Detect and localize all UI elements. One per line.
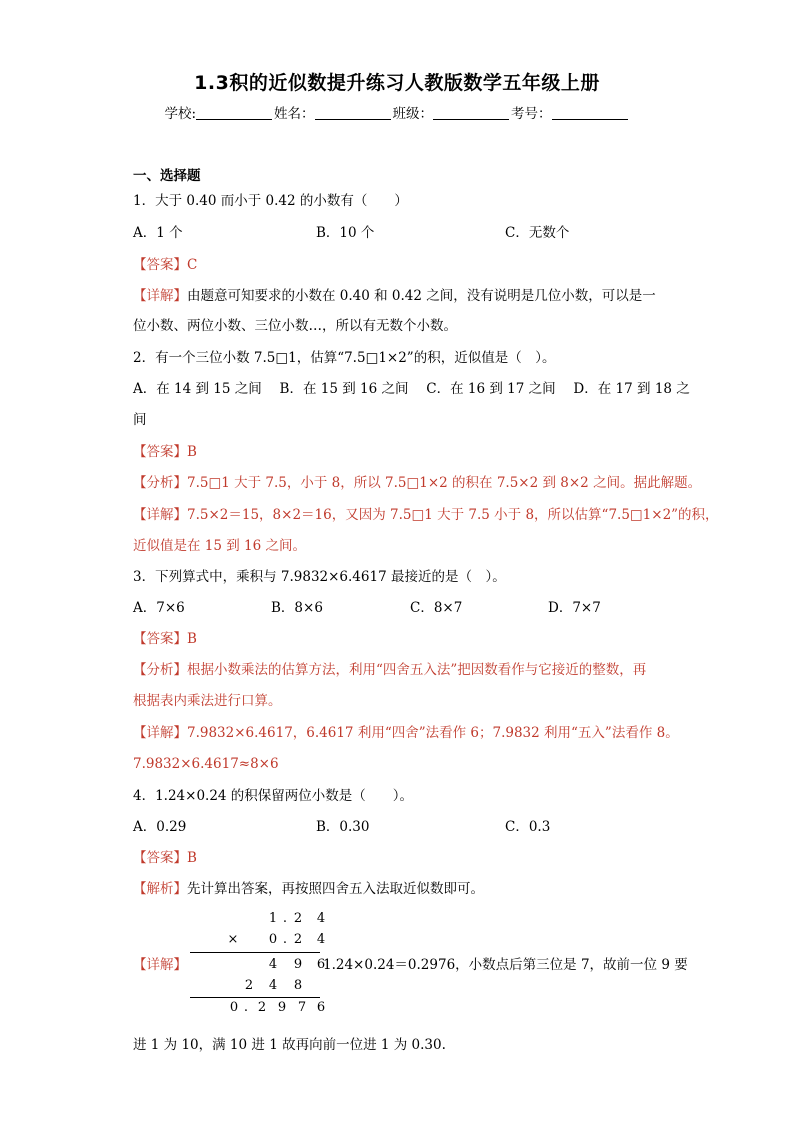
answer-tag: 【答案】 xyxy=(133,257,187,273)
q3-option-c: C．8×7 xyxy=(410,600,463,616)
q1-option-b: B．10 个 xyxy=(316,225,375,241)
school-blank[interactable] xyxy=(196,105,272,120)
calc-digit: 0 xyxy=(229,1000,239,1015)
q1-answer: C xyxy=(187,257,198,273)
analysis-tag: 【分析】 xyxy=(133,475,187,491)
q4-answer: B xyxy=(187,850,197,866)
q2-detail-line2: 近似值是在 15 到 16 之间。 xyxy=(133,538,307,554)
q3-detail-text1: 7.9832×6.4617，6.4617 利用“四舍”法看作 6；7.9832 利用“五入”法看作 8。 xyxy=(187,725,679,741)
answer-tag: 【答案】 xyxy=(133,631,187,647)
q2-answer: B xyxy=(187,444,197,460)
q3-analysis-line2: 根据表内乘法进行口算。 xyxy=(133,693,282,709)
q4-detail-tag-line xyxy=(133,956,187,974)
calc-point: . xyxy=(282,911,288,926)
q3-option-a: A．7×6 xyxy=(133,600,185,616)
q2-analysis-text: 7.5□1 大于 7.5，小于 8，所以 7.5□1×2 的积在 7.5×2 到 8×2 之间。据此解题。 xyxy=(187,475,702,491)
q2-detail-text1: 7.5×2＝15，8×2＝16，又因为 7.5□1 大于 7.5 小于 8，所以估算“7.5□1×2”的积， xyxy=(187,507,719,523)
calc-times-sign: × xyxy=(227,932,239,947)
q3-analysis-line1 xyxy=(133,661,646,679)
calc-digit: 7 xyxy=(297,1000,307,1015)
detail-tag: 【详解】 xyxy=(133,507,187,523)
q2-answer-line xyxy=(133,443,197,461)
q4-stem: 4．1.24×0.24 的积保留两位小数是（ ）。 xyxy=(133,788,414,804)
name-blank[interactable] xyxy=(315,105,391,120)
class-label: 班级： xyxy=(392,106,434,122)
calc-digit: 8 xyxy=(293,978,303,993)
q3-option-b: B．8×6 xyxy=(271,600,323,616)
q3-answer: B xyxy=(187,631,197,647)
calc-digit: 9 xyxy=(277,1000,287,1015)
q1-detail-line2: 位小数、两位小数、三位小数…，所以有无数个小数。 xyxy=(133,318,457,334)
q2-options-line2: 间 xyxy=(133,412,147,428)
q4-explain-line xyxy=(133,880,484,898)
analysis-tag: 【分析】 xyxy=(133,662,187,678)
q4-option-b: B．0.30 xyxy=(316,819,370,835)
explain-tag: 【解析】 xyxy=(133,881,187,897)
q1-detail-line1 xyxy=(133,287,656,305)
q3-detail-line2: 7.9832×6.4617≈8×6 xyxy=(133,756,279,772)
detail-tag: 【详解】 xyxy=(133,288,187,304)
calc-digit: 2 xyxy=(293,932,303,947)
calc-digit: 0 xyxy=(268,932,278,947)
calc-digit: 9 xyxy=(293,957,303,972)
school-label: 学校: xyxy=(164,106,197,122)
q3-option-d: D．7×7 xyxy=(548,600,601,616)
q3-detail-line1 xyxy=(133,724,679,742)
q1-stem: 1．大于 0.40 而小于 0.42 的小数有（ ） xyxy=(133,193,408,209)
q4-detail-line2: 进 1 为 10，满 10 进 1 故再向前一位进 1 为 0.30. xyxy=(133,1037,446,1053)
q4-option-c: C．0.3 xyxy=(505,819,551,835)
calc-digit: 2 xyxy=(244,978,254,993)
calc-digit: 6 xyxy=(316,1000,326,1015)
section-title: 一、选择题 xyxy=(133,168,201,184)
detail-tag: 【详解】 xyxy=(133,725,187,741)
calc-digit: 2 xyxy=(257,1000,267,1015)
calc-digit: 4 xyxy=(316,911,326,926)
q3-analysis-text1: 根据小数乘法的估算方法，利用“四舍五入法”把因数看作与它接近的整数，再 xyxy=(187,662,647,678)
q4-answer-line xyxy=(133,849,197,867)
q1-option-a: A．1 个 xyxy=(133,225,183,241)
calc-digit: 4 xyxy=(268,978,278,993)
q1-option-c: C．无数个 xyxy=(505,225,570,241)
student-info-line xyxy=(0,102,794,122)
q1-detail-text1: 由题意可知要求的小数在 0.40 和 0.42 之间，没有说明是几位小数，可以是一 xyxy=(187,288,656,304)
q2-options-line1: A．在 14 到 15 之间 B．在 15 到 16 之间 C．在 16 到 17 之间 D．在 17 到 18 之 xyxy=(133,381,690,397)
q1-answer-line xyxy=(133,256,197,274)
calc-rule-1 xyxy=(190,952,320,953)
calc-digit: 4 xyxy=(316,932,326,947)
answer-tag: 【答案】 xyxy=(133,444,187,460)
calc-point: . xyxy=(243,1000,249,1015)
name-label: 姓名： xyxy=(274,106,315,122)
calc-rule-2 xyxy=(190,997,320,998)
q4-detail-text: 1.24×0.24＝0.2976，小数点后第三位是 7，故前一位 9 要 xyxy=(323,957,688,973)
calc-digit: 6 xyxy=(316,957,326,972)
calc-point: . xyxy=(282,932,288,947)
answer-tag: 【答案】 xyxy=(133,850,187,866)
calc-digit: 2 xyxy=(293,911,303,926)
page-title: 1.3积的近似数提升练习人教版数学五年级上册 xyxy=(194,72,600,94)
class-blank[interactable] xyxy=(433,105,509,120)
q2-stem: 2．有一个三位小数 7.5□1，估算“7.5□1×2”的积，近似值是（ ）。 xyxy=(133,350,556,366)
calc-digit: 1 xyxy=(268,911,278,926)
q3-stem: 3．下列算式中，乘积与 7.9832×6.4617 最接近的是（ ）。 xyxy=(133,569,506,585)
calc-digit: 4 xyxy=(268,957,278,972)
q2-analysis-line xyxy=(133,474,701,492)
exam-blank[interactable] xyxy=(552,105,628,120)
q2-detail-line1 xyxy=(133,506,719,524)
q4-explain-text: 先计算出答案，再按照四舍五入法取近似数即可。 xyxy=(187,881,484,897)
q4-option-a: A．0.29 xyxy=(133,819,187,835)
q3-answer-line xyxy=(133,630,197,648)
detail-tag: 【详解】 xyxy=(133,957,187,973)
exam-label: 考号： xyxy=(511,106,552,122)
